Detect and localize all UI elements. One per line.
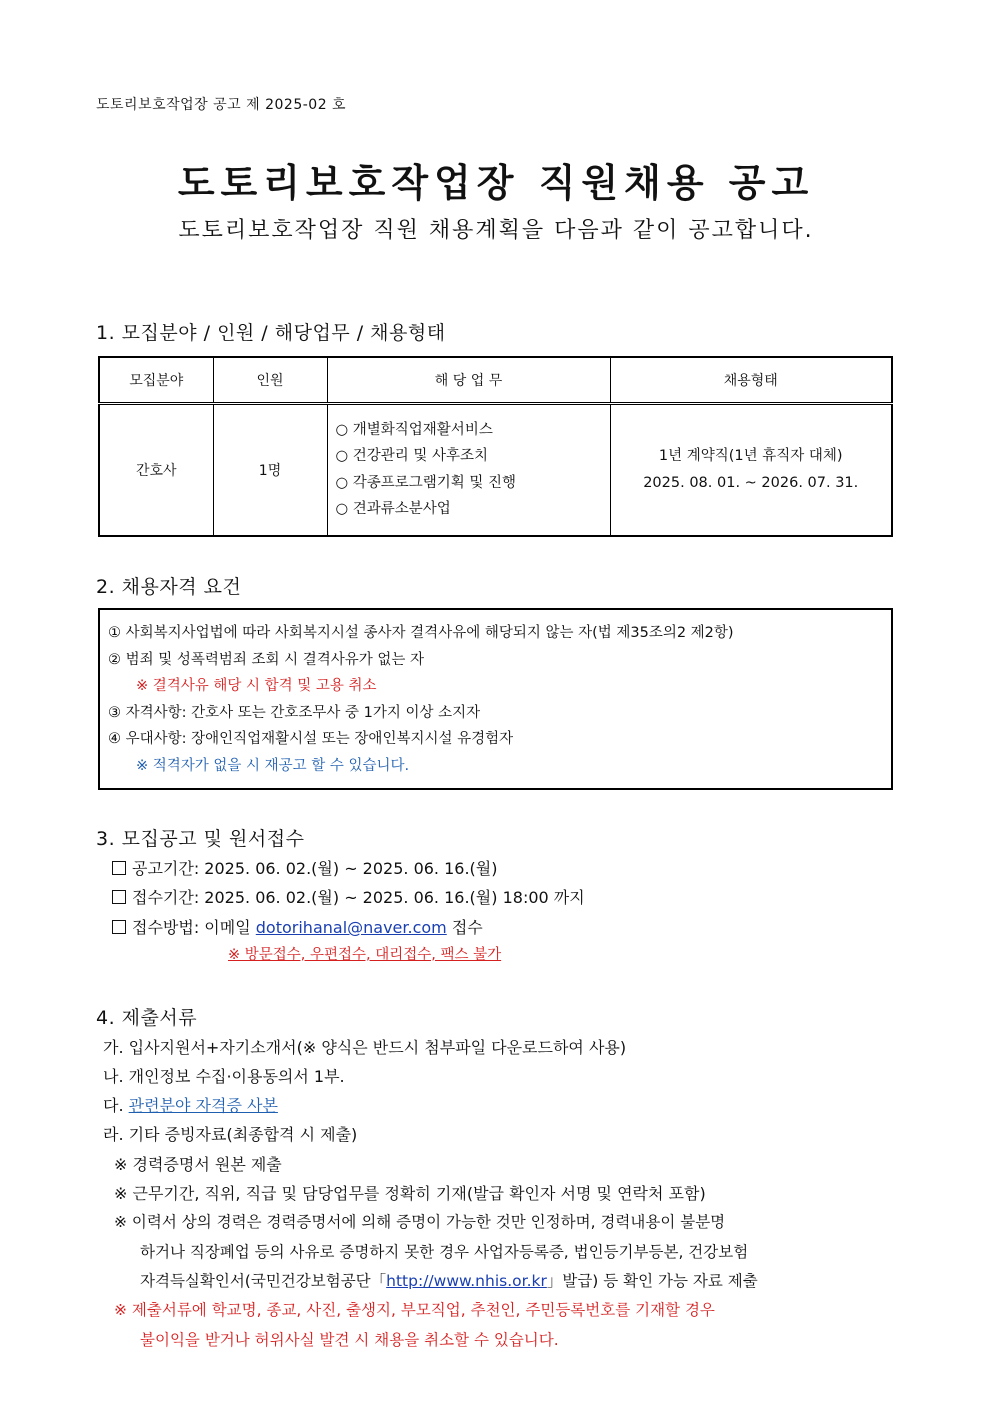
col-header-field: 모집분야 [99, 357, 213, 403]
recruitment-table [98, 356, 893, 537]
doc-item-da-prefix: 다. [103, 1096, 129, 1115]
doc-note-3-line1: ※ 이력서 상의 경력은 경력증명서에 의해 증명이 가능한 것만 인정하며, 경력내용이 불분명 [114, 1213, 726, 1231]
warning-line2: 불이익을 받거나 허위사실 발견 시 채용을 취소할 수 있습니다. [140, 1331, 559, 1349]
doc-note-2: ※ 근무기간, 직위, 직급 및 담당업무를 정확히 기재(발급 확인자 서명 및 연락처 포함) [114, 1184, 706, 1203]
section1-heading: 1. 모집분야 / 인원 / 해당업무 / 채용형태 [96, 322, 446, 344]
duty-item: ○ 견과류소분사업 [335, 501, 451, 518]
doc-item-ra: 라. 기타 증빙자료(최종합격 시 제출) [103, 1125, 358, 1144]
duty-item: ○ 각종프로그램기획 및 진행 [335, 474, 517, 491]
nhis-link[interactable]: http://www.nhis.or.kr [386, 1272, 547, 1290]
cell-count: 1명 [213, 403, 327, 536]
receipt-method-suffix: 접수 [446, 918, 483, 937]
section4-heading: 4. 제출서류 [96, 1007, 198, 1029]
employment-type: 1년 계약직(1년 휴직자 대체) [658, 447, 843, 464]
employment-period: 2025. 08. 01. ~ 2026. 07. 31. [643, 474, 859, 491]
email-link[interactable]: dotorihanal@naver.com [255, 918, 447, 937]
receipt-method [112, 915, 483, 938]
section3-heading: 3. 모집공고 및 원서접수 [96, 828, 305, 850]
warning-line1: ※ 제출서류에 학교명, 종교, 사진, 출생지, 부모직업, 추천인, 주민등록번호를 기재할 경우 [114, 1301, 715, 1319]
checkbox-icon [112, 890, 126, 904]
doc-item-da [103, 1093, 278, 1116]
notice-period [112, 856, 498, 879]
qualification-item: ③ 자격사항: 간호사 또는 간호조무사 중 1가지 이상 소지자 [108, 704, 481, 721]
cell-employment [610, 403, 892, 536]
col-header-count: 인원 [213, 357, 327, 403]
notice-period-text: 공고기간: 2025. 06. 02.(월) ~ 2025. 06. 16.(월) [132, 859, 498, 878]
receipt-period-text: 접수기간: 2025. 06. 02.(월) ~ 2025. 06. 16.(월) 18:00 까지 [132, 888, 585, 907]
receipt-period [112, 885, 585, 908]
qualification-item: ④ 우대사항: 장애인직업재활시설 또는 장애인복지시설 유경험자 [108, 731, 514, 747]
duty-item: ○ 건강관리 및 사후조치 [335, 448, 489, 465]
cell-field: 간호사 [99, 403, 213, 536]
qualification-note: ※ 결격사유 해당 시 합격 및 고용 취소 [136, 678, 377, 694]
col-header-type: 채용형태 [610, 357, 892, 403]
col-header-duty: 해 당 업 무 [327, 357, 610, 403]
receipt-method-note: ※ 방문접수, 우편접수, 대리접수, 팩스 불가 [228, 947, 502, 963]
qualification-note: ※ 적격자가 없을 시 재공고 할 수 있습니다. [136, 757, 410, 774]
doc-item-ga: 가. 입사지원서+자기소개서(※ 양식은 반드시 첨부파일 다운로드하여 사용) [103, 1038, 627, 1057]
doc-note-3-text: 자격득실확인서(국민건강보험공단「 [140, 1272, 387, 1290]
receipt-method-label: 접수방법: 이메일 [132, 918, 256, 937]
doc-item-na: 나. 개인정보 수집·이용동의서 1부. [103, 1067, 345, 1086]
section2-heading: 2. 채용자격 요건 [96, 576, 242, 598]
qualification-item: ② 범죄 및 성폭력범죄 조회 시 결격사유가 없는 자 [108, 651, 425, 668]
duty-item: ○ 개별화직업재활서비스 [335, 421, 493, 438]
page-subtitle: 도토리보호작업장 직원 채용계획을 다음과 같이 공고합니다. [178, 218, 814, 243]
qualification-box [98, 608, 893, 790]
page-title: 도토리보호작업장 직원채용 공고 [177, 161, 815, 205]
doc-note-1: ※ 경력증명서 원본 제출 [114, 1155, 282, 1174]
doc-note-3-suffix: 」발급) 등 확인 가능 자료 제출 [546, 1272, 758, 1290]
doc-note-3-line2: 하거나 직장폐업 등의 사유로 증명하지 못한 경우 사업자등록증, 법인등기부등본, 건강보험 [140, 1243, 749, 1261]
certificate-link[interactable]: 관련분야 자격증 사본 [128, 1096, 278, 1115]
notice-number: 도토리보호작업장 공고 제 2025-02 호 [96, 97, 347, 113]
doc-note-3-line3 [140, 1269, 758, 1291]
cell-duties [327, 403, 610, 536]
checkbox-icon [112, 920, 126, 934]
checkbox-icon [112, 861, 126, 875]
qualification-item: ① 사회복지사업법에 따라 사회복지시설 종사자 결격사유에 해당되지 않는 자(법 제35조의2 제2항) [108, 625, 734, 641]
